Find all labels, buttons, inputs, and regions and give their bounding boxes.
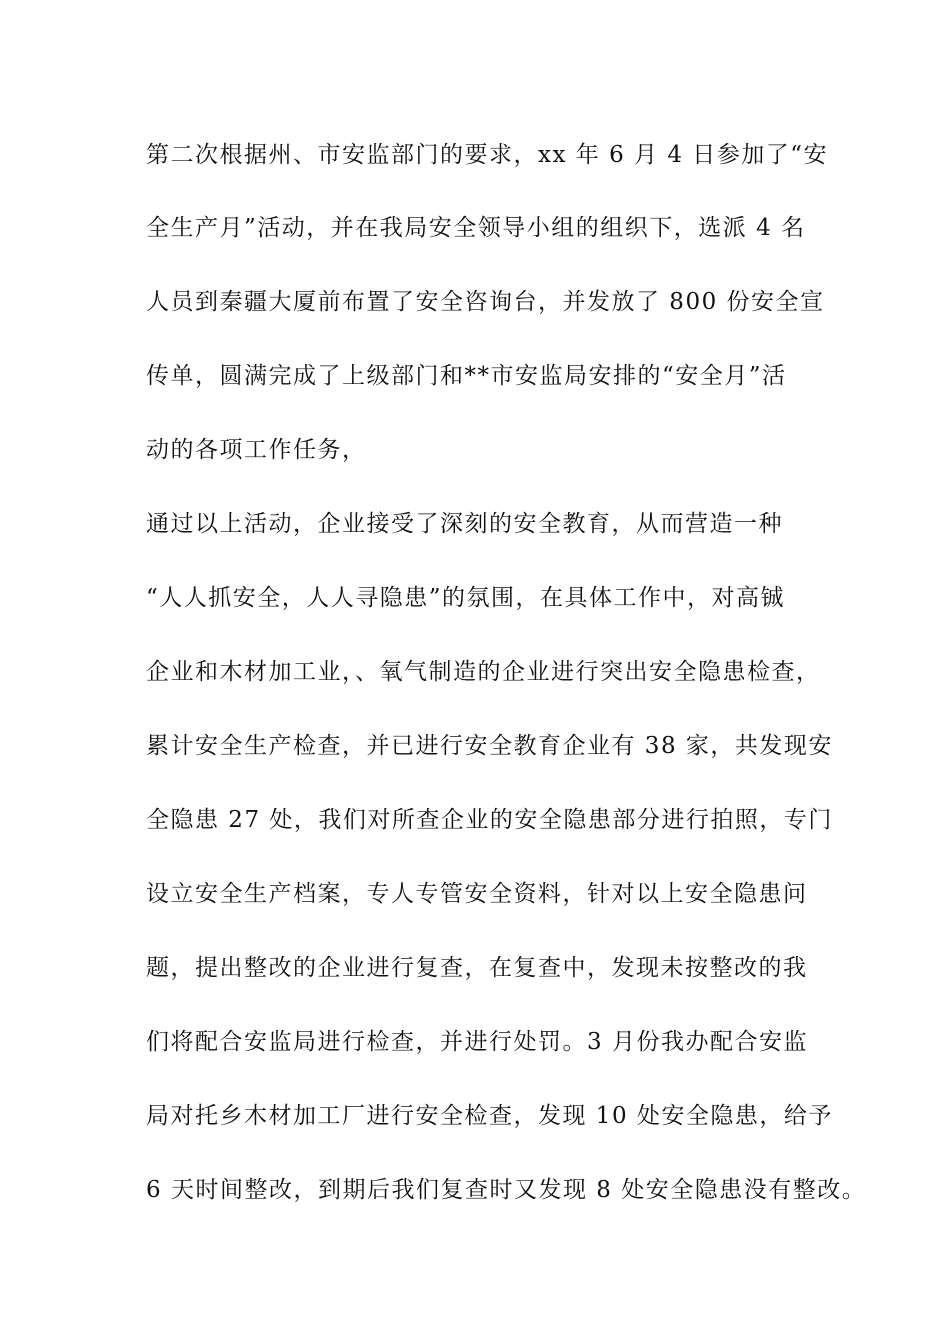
text-line-13: 们将配合安监局进行检查，并进行处罚。3 月份我办配合安监: [146, 1029, 808, 1055]
text-line-2: 全生产月”活动，并在我局安全领导小组的组织下，选派 4 名: [146, 215, 806, 241]
text-line-4: 传单，圆满完成了上级部门和**市安监局安排的“安全月”活: [146, 363, 787, 389]
text-line-7: “人人抓安全，人人寻隐患”的氛围，在具体工作中，对高铖: [146, 585, 786, 611]
text-line-9: 累计安全生产检查，并已进行安全教育企业有 38 家，共发现安: [146, 733, 833, 759]
text-line-10: 全隐患 27 处，我们对所查企业的安全隐患部分进行拍照，专门: [146, 807, 833, 833]
text-line-1: 第二次根据州、市安监部门的要求，xx 年 6 月 4 日参加了“安: [146, 142, 829, 168]
text-line-3: 人员到秦疆大厦前布置了安全咨询台，并发放了 800 份安全宣: [146, 289, 825, 315]
text-line-11: 设立安全生产档案，专人专管安全资料，针对以上安全隐患问: [146, 881, 808, 907]
text-line-15: 6 天时间整改，到期后我们复查时又发现 8 处安全隐患没有整改。: [146, 1177, 867, 1203]
text-line-5: 动的各项工作任务，: [146, 437, 367, 463]
text-line-14: 局对托乡木材加工厂进行安全检查，发现 10 处安全隐患，给予: [146, 1103, 833, 1129]
text-line-12: 题，提出整改的企业进行复查，在复查中，发现未按整改的我: [146, 955, 808, 981]
text-line-8: 企业和木材加工业，、氧气制造的企业进行突出安全隐患检查，: [146, 659, 821, 685]
text-line-6: 通过以上活动，企业接受了深刻的安全教育，从而营造一种: [146, 511, 783, 537]
